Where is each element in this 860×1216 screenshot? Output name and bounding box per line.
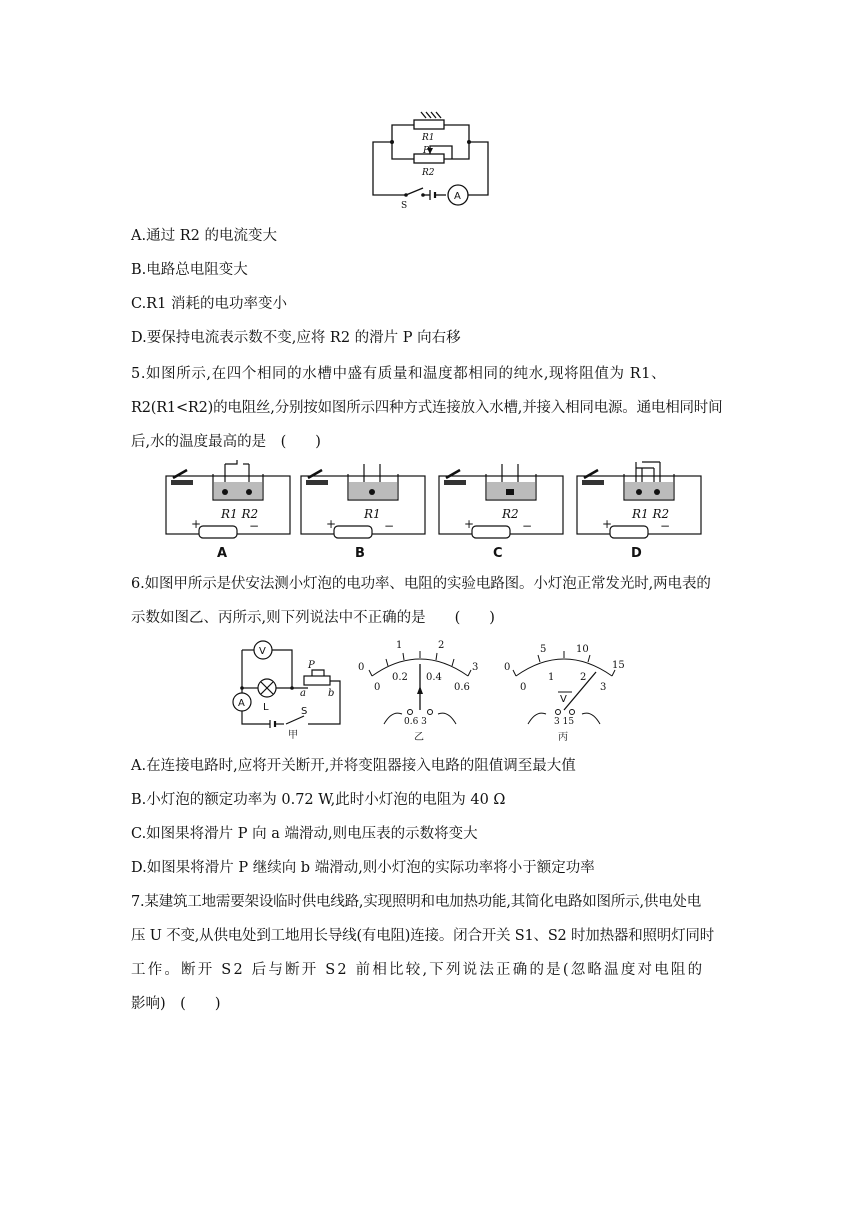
q6-jia-a: A [238, 698, 245, 709]
q6-option-d: D.如图果将滑片 P 继续向 b 端滑动,则小灯泡的实际功率将小于额定功率 [131, 860, 595, 876]
q5-figure-b [300, 460, 432, 560]
q4-label-r2: R2 [422, 168, 435, 178]
q4-circuit-figure [368, 110, 494, 212]
q4-label-a: A [454, 191, 461, 202]
q6-stem-line2: 示数如图乙、丙所示,则下列说法中不正确的是 ( ) [131, 610, 495, 626]
q6-jia-p: P [308, 660, 315, 671]
q7-stem-line1: 7.某建筑工地需要架设临时供电线路,实现照明和电加热功能,其简化电路如图所示,供电处电 [131, 894, 702, 910]
q6-bing-terminals: 3 15 [554, 717, 575, 727]
q4-label-p: P [423, 146, 430, 156]
svg-text:−: − [249, 519, 260, 533]
q6-bing-bot-1: 1 [548, 672, 555, 683]
q6-yi-bot-2: 0.4 [426, 672, 442, 683]
q5-stem-line3: 后,水的温度最高的是 ( ) [131, 434, 321, 450]
q6-yi-bot-1: 0.2 [392, 672, 408, 683]
q6-figure-jia [228, 640, 352, 742]
q4-option-d: D.要保持电流表示数不变,应将 R2 的滑片 P 向右移 [131, 330, 461, 346]
q6-yi-bot-0: 0 [374, 682, 381, 693]
q5-figure-d [576, 460, 708, 560]
q6-bing-bot-0: 0 [520, 682, 527, 693]
q4-option-c: C.R1 消耗的电功率变小 [131, 296, 287, 312]
q5-d-resistors: R1 R2 [632, 507, 670, 521]
q6-yi-bot-3: 0.6 [454, 682, 470, 693]
q6-option-b: B.小灯泡的额定功率为 0.72 W,此时小灯泡的电阻为 40 Ω [131, 792, 506, 808]
q5-caption-b: B [355, 546, 365, 560]
svg-text:+: + [326, 517, 337, 531]
q6-bing-unit: V [560, 694, 567, 705]
q4-label-s: S [401, 201, 408, 211]
q6-yi-top-3: 3 [472, 662, 479, 673]
q7-stem-line2: 压 U 不变,从供电处到工地用长导线(有电阻)连接。闭合开关 S1、S2 时加热器和照明灯同时 [131, 928, 714, 944]
q6-yi-top-0: 0 [358, 662, 365, 673]
q6-jia-v: V [259, 646, 266, 657]
svg-text:+: + [464, 517, 475, 531]
q6-yi-terminals: 0.6 3 [404, 717, 427, 727]
svg-text:+: + [191, 517, 202, 531]
q6-bing-top-3: 15 [612, 660, 625, 671]
q6-bing-bot-2: 2 [580, 672, 587, 683]
q5-caption-d: D [631, 546, 642, 560]
q5-c-resistors: R2 [502, 507, 519, 521]
q6-figure-bing [500, 632, 628, 744]
q4-option-b: B.电路总电阻变大 [131, 262, 248, 278]
q6-jia-s: S [301, 706, 308, 717]
svg-text:+: + [602, 517, 613, 531]
q6-figure-yi [356, 632, 484, 744]
q4-option-a: A.通过 R2 的电流变大 [131, 228, 277, 244]
q6-yi-top-1: 1 [396, 640, 403, 651]
q6-jia-end-b: b [328, 688, 335, 699]
q5-figure-c [438, 460, 570, 560]
q4-label-r1: R1 [422, 133, 435, 143]
q5-caption-c: C [493, 546, 503, 560]
q6-stem-line1: 6.如图甲所示是伏安法测小灯泡的电功率、电阻的实验电路图。小灯泡正常发光时,两电表的 [131, 576, 711, 592]
q5-stem-line1: 5.如图所示,在四个相同的水槽中盛有质量和温度都相同的纯水,现将阻值为 R1、 [131, 366, 667, 382]
q6-bing-bot-3: 3 [600, 682, 607, 693]
q5-a-resistors: R1 R2 [221, 507, 259, 521]
q7-stem-line3: 工作。断开 S2 后与断开 S2 前相比较,下列说法正确的是(忽略温度对电阻的 [131, 962, 705, 978]
q5-figure-a [165, 460, 297, 560]
q5-b-resistors: R1 [364, 507, 381, 521]
q5-caption-a: A [217, 546, 228, 560]
q7-stem-line4: 影响) ( ) [131, 996, 221, 1012]
q6-bing-top-1: 5 [540, 644, 547, 655]
q6-yi-caption: 乙 [414, 732, 424, 743]
q6-bing-top-0: 0 [504, 662, 511, 673]
q6-bing-top-2: 10 [576, 644, 589, 655]
q6-jia-l: L [263, 702, 269, 713]
svg-text:−: − [522, 519, 533, 533]
q6-yi-top-2: 2 [438, 640, 445, 651]
q6-option-c: C.如图果将滑片 P 向 a 端滑动,则电压表的示数将变大 [131, 826, 478, 842]
q6-jia-end-a: a [300, 688, 306, 699]
svg-text:−: − [384, 519, 395, 533]
q5-stem-line2: R2(R1<R2)的电阻丝,分别按如图所示四种方式连接放入水槽,并接入相同电源。通电相同时间 [131, 400, 723, 416]
q6-jia-caption: 甲 [288, 730, 298, 741]
q6-bing-caption: 丙 [558, 732, 568, 743]
q6-option-a: A.在连接电路时,应将开关断开,并将变阻器接入电路的阻值调至最大值 [131, 758, 576, 774]
svg-text:−: − [660, 519, 671, 533]
